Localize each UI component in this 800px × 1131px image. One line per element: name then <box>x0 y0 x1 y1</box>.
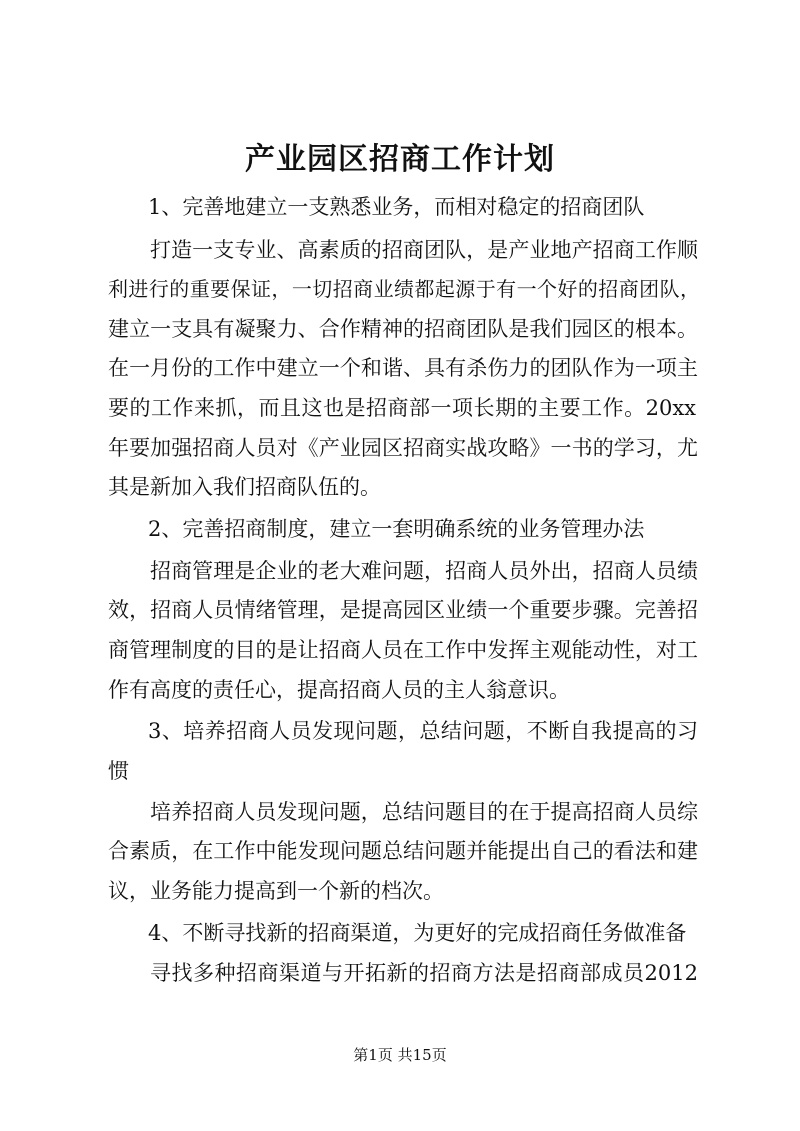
paragraph-line: 其是新加入我们招商队伍的。 <box>108 475 381 499</box>
paragraph-line: 培养招商人员发现问题，总结问题目的在于提高招商人员综 <box>150 800 698 824</box>
paragraph-line: 招商管理是企业的老大难问题，招商人员外出，招商人员绩 <box>150 559 698 583</box>
paragraph-line: 商管理制度的目的是让招商人员在工作中发挥主观能动性，对工 <box>108 638 698 662</box>
document-title: 产业园区招商工作计划 <box>245 142 555 177</box>
paragraph-line: 打造一支专业、高素质的招商团队，是产业地产招商工作顺 <box>150 238 698 262</box>
paragraph-line: 效，招商人员情绪管理，是提高园区业绩一个重要步骤。完善招 <box>108 598 698 622</box>
section-heading-3-continuation: 惯 <box>108 759 129 783</box>
paragraph-line: 作有高度的责任心，提高招商人员的主人翁意识。 <box>108 678 570 702</box>
section-heading-2: 2、完善招商制度，建立一套明确系统的业务管理办法 <box>148 517 645 541</box>
paragraph-line: 年要加强招商人员对《产业园区招商实战攻略》一书的学习，尤 <box>108 436 698 460</box>
section-heading-3: 3、培养招商人员发现问题，总结问题，不断自我提高的习 <box>148 719 698 743</box>
section-heading-1: 1、完善地建立一支熟悉业务，而相对稳定的招商团队 <box>148 195 645 219</box>
paragraph-line: 合素质，在工作中能发现问题总结问题并能提出自己的看法和建 <box>108 839 698 863</box>
paragraph-line: 寻找多种招商渠道与开拓新的招商方法是招商部成员2012 <box>150 961 698 985</box>
paragraph-line: 要的工作来抓，而且这也是招商部一项长期的主要工作。20xx <box>108 396 696 420</box>
section-heading-4: 4、不断寻找新的招商渠道，为更好的完成招商任务做准备 <box>148 921 687 945</box>
paragraph-line: 建立一支具有凝聚力、合作精神的招商团队是我们园区的根本。 <box>108 317 698 341</box>
page-number-footer: 第1页 共15页 <box>353 1046 447 1064</box>
paragraph-line: 利进行的重要保证，一切招商业绩都起源于有一个好的招商团队， <box>108 277 700 301</box>
paragraph-line: 议，业务能力提高到一个新的档次。 <box>108 879 444 903</box>
paragraph-line: 在一月份的工作中建立一个和谐、具有杀伤力的团队作为一项主 <box>108 356 698 380</box>
